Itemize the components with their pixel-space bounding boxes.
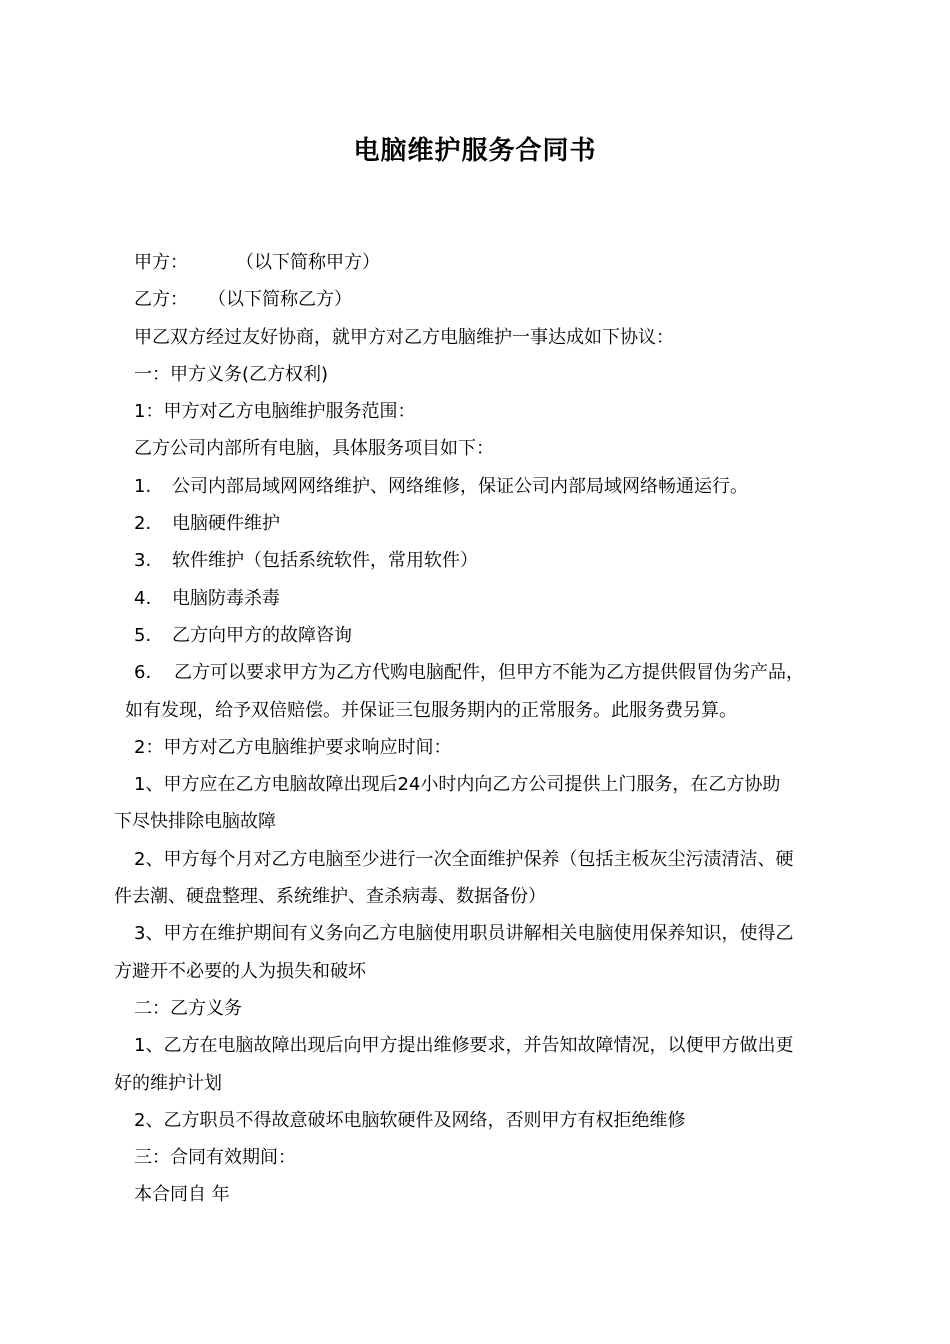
subsection-heading: 1：甲方对乙方电脑维护服务范围： — [134, 401, 416, 423]
clause-continuation: 方避开不必要的人为损失和破坏 — [114, 960, 366, 982]
party-b-line — [114, 281, 854, 318]
list-text: 乙方向甲方的故障咨询 — [172, 624, 352, 646]
list-number: 6. — [134, 662, 152, 684]
clause: 3、甲方在维护期间有义务向乙方电脑使用职员讲解相关电脑使用保养知识，使得乙 — [134, 923, 794, 945]
party-a-text: （以下简称甲方） — [236, 252, 380, 273]
list-number: 5. — [134, 624, 152, 646]
list-text: 电脑硬件维护 — [172, 513, 280, 535]
clause-continuation: 好的维护计划 — [114, 1072, 222, 1094]
section-heading: 二：乙方义务 — [134, 997, 242, 1019]
list-text: 软件维护（包括系统软件，常用软件） — [172, 550, 478, 572]
document-body — [114, 244, 854, 1214]
list-text: 电脑防毒杀毒 — [172, 587, 280, 609]
party-b-text: （以下简称乙方） — [208, 289, 352, 311]
list-item-continuation: 如有发现，给予双倍赔偿。并保证三包服务期内的正常服务。此服务费另算。 — [125, 699, 737, 721]
section-heading: 三：合同有效期间： — [134, 1147, 296, 1169]
list-item — [114, 468, 854, 505]
clause: 2、乙方职员不得故意破坏电脑软硬件及网络，否则甲方有权拒绝维修 — [134, 1109, 686, 1131]
subsection-heading: 2：甲方对乙方电脑维护要求响应时间： — [134, 736, 452, 758]
clause: 1、乙方在电脑故障出现后向甲方提出维修要求，并告知故障情况，以便甲方做出更 — [134, 1035, 794, 1057]
list-number: 2. — [134, 513, 152, 535]
list-item — [114, 580, 854, 617]
clause: 1、甲方应在乙方电脑故障出现后24小时内向乙方公司提供上门服务，在乙方协助 — [134, 774, 781, 796]
document-title: 电脑维护服务合同书 — [353, 136, 597, 166]
list-number: 1. — [134, 475, 152, 497]
paragraph: 乙方公司内部所有电脑，具体服务项目如下： — [134, 438, 494, 460]
paragraph: 本合同自 年 — [134, 1184, 230, 1206]
paragraph: 甲乙双方经过友好协商，就甲方对乙方电脑维护一事达成如下协议： — [134, 326, 674, 348]
clause: 2、甲方每个月对乙方电脑至少进行一次全面维护保养（包括主板灰尘污渍清洁、硬 — [134, 848, 794, 870]
list-item — [114, 542, 854, 579]
list-number: 4. — [134, 587, 152, 609]
list-item — [114, 617, 854, 654]
list-number: 3. — [134, 550, 152, 572]
list-item — [114, 654, 854, 691]
party-b-label: 乙方： — [134, 289, 188, 311]
list-text: 公司内部局域网网络维护、网络维修，保证公司内部局域网络畅通运行。 — [172, 475, 748, 497]
party-a-line — [114, 244, 854, 281]
list-text: 乙方可以要求甲方为乙方代购电脑配件，但甲方不能为乙方提供假冒伪劣产品， — [174, 662, 804, 684]
list-item — [114, 505, 854, 542]
clause-continuation: 下尽快排除电脑故障 — [114, 811, 276, 833]
party-a-label: 甲方： — [134, 252, 188, 273]
clause-continuation: 件去潮、硬盘整理、系统维护、查杀病毒、数据备份） — [114, 886, 546, 908]
section-heading: 一：甲方义务(乙方权利) — [134, 363, 329, 385]
